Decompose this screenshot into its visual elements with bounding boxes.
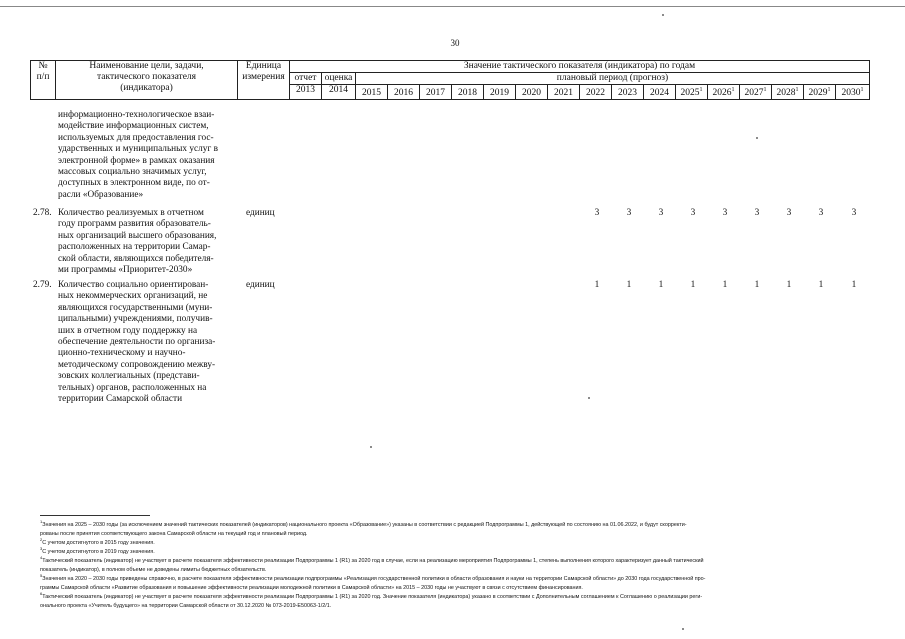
row-number: 2.79. bbox=[33, 280, 52, 290]
row-number: 2.78. bbox=[33, 208, 52, 218]
footnote-line: $^2$С учетом достигнутого в 2015 году значения. bbox=[40, 537, 155, 546]
text-line: ных некоммерческих организаций, не bbox=[58, 291, 208, 302]
text-line: Количество реализуемых в отчетном bbox=[58, 208, 204, 218]
footnote-line: $^1$Значения на 2025 – 2030 годы (за исключением значений тактических показателей (индикаторов) национального проекта «Образование») указаны в соответствии с редакцией Подпрограммы 1, действующей по состоянию на 01.06.2022, и будут скорректи- bbox=[40, 519, 687, 528]
value-cell: 1 bbox=[722, 280, 728, 290]
text-line: массовых социально значимых услуг, bbox=[58, 167, 207, 178]
text-line: тельных) органов, расположенных на bbox=[58, 382, 207, 393]
value-cell: 3 bbox=[690, 208, 696, 218]
year-header-cell: 2027$^1$ bbox=[740, 85, 772, 100]
scan-speck bbox=[756, 137, 758, 139]
footnotes bbox=[40, 519, 875, 609]
year-header-cell: 2030$^1$ bbox=[836, 85, 870, 100]
text-line: Количество социально ориентирован- bbox=[58, 280, 209, 290]
text-line: ционно-техническому и научно- bbox=[58, 348, 186, 359]
value-cell: 1 bbox=[851, 280, 857, 290]
header-report: отчет bbox=[290, 73, 322, 85]
value-cell: 1 bbox=[594, 280, 600, 290]
text-line: обеспечение деятельности по организа- bbox=[58, 337, 216, 348]
footnote-line: показатель (индикатор), в полном объеме не доведены лимиты бюджетных обязательств. bbox=[40, 566, 267, 573]
row-description bbox=[58, 208, 240, 276]
text-line: году программ развития образователь- bbox=[58, 219, 211, 230]
text-line: ципальными) учреждениями, получив- bbox=[58, 314, 213, 325]
text-line: ших в отчетном году поддержку на bbox=[58, 325, 198, 336]
value-cell: 3 bbox=[786, 208, 792, 218]
scan-speck bbox=[662, 14, 664, 16]
value-cell: 1 bbox=[786, 280, 792, 290]
text-line: ми программы «Приоритет-2030» bbox=[58, 265, 193, 276]
year-header-cell: 2015 bbox=[356, 85, 388, 100]
footnote-line: $^4$Тактический показатель (индикатор) не участвует в расчете показателя эффективности реализации Подпрограммы 1 (R1) за 2020 год в случае, если на реализацию мероприятия Подпрограммы 1, степень выполнения которого характеризует данный тактический bbox=[40, 555, 704, 564]
text-line: территории Самарской области bbox=[58, 394, 183, 405]
year-header-cell: 2025$^1$ bbox=[676, 85, 708, 100]
text-line: расли «Образование» bbox=[58, 189, 144, 200]
header-planned-period: плановый период (прогноз) bbox=[356, 73, 870, 85]
footnote-line: $^5$Значения на 2020 – 2030 годы приведены справочно, в расчете показателя эффективности реализации подпрограммы «Реализация государственной политики в области образования и науки на территории Самарской области» до 2030 года государственной про- bbox=[40, 573, 706, 582]
year-header-cell: 2023 bbox=[612, 85, 644, 100]
text-line: используемых для предоставления гос- bbox=[58, 132, 214, 143]
value-cell: 1 bbox=[658, 280, 664, 290]
row-description bbox=[58, 280, 240, 405]
year-header-cell: 2024 bbox=[644, 85, 676, 100]
value-cell: 1 bbox=[754, 280, 760, 290]
row-unit: единиц bbox=[246, 208, 275, 218]
text-line: ской области, являющихся победителя- bbox=[58, 253, 214, 264]
page-number: 30 bbox=[450, 38, 460, 48]
value-cell: 3 bbox=[594, 208, 600, 218]
text-line: методическому сопровождению межву- bbox=[58, 359, 216, 370]
value-cell: 1 bbox=[818, 280, 824, 290]
year-header-cell: 2019 bbox=[484, 85, 516, 100]
indicator-table-header bbox=[30, 60, 870, 100]
footnote-separator bbox=[40, 515, 150, 516]
header-col-number: № п/п bbox=[31, 61, 56, 100]
footnote-line: онального проекта «Учитель будущего» на территории Самарской области от 30.12.2020 № 073-2019-Е50063-1/2/1. bbox=[40, 602, 332, 609]
year-estimate: 2014 bbox=[322, 85, 356, 100]
year-header-cell: 2029$^1$ bbox=[804, 85, 836, 100]
footnote-line: рованы после принятия соответствующего закона Самарской области на текущий год и плановый период. bbox=[40, 530, 308, 537]
row-unit: единиц bbox=[246, 280, 275, 290]
page-top-border bbox=[0, 6, 905, 7]
header-estimate: оценка bbox=[322, 73, 356, 85]
value-cell: 3 bbox=[658, 208, 664, 218]
header-col-unit: Единица измерения bbox=[238, 61, 290, 100]
footnote-line: $^3$С учетом достигнутого в 2019 году значения. bbox=[40, 546, 155, 555]
text-line: зовских коллегиальных (представи- bbox=[58, 371, 200, 382]
footnote-line: $^6$Тактический показатель (индикатор) не участвует в расчете показателя эффективности реализации Подпрограммы 1 (R1) за 2020 год. Значение показателя (индикатора) указано в соответствии с Дополнительным соглашением к Соглашению о реализации реги- bbox=[40, 591, 703, 600]
year-header-cell: 2021 bbox=[548, 85, 580, 100]
text-line: ударственных и муниципальных услуг в bbox=[58, 144, 218, 155]
header-values-title: Значение тактического показателя (индикатора) по годам bbox=[290, 61, 870, 73]
year-header-cell: 2016 bbox=[388, 85, 420, 100]
value-cell: 1 bbox=[626, 280, 632, 290]
value-cell: 3 bbox=[851, 208, 857, 218]
value-cell: 3 bbox=[722, 208, 728, 218]
scan-speck bbox=[588, 397, 590, 399]
continuation-text bbox=[58, 110, 240, 201]
value-cell: 3 bbox=[818, 208, 824, 218]
value-cell: 3 bbox=[754, 208, 760, 218]
year-header-cell: 2022 bbox=[580, 85, 612, 100]
year-header-cell: 2028$^1$ bbox=[772, 85, 804, 100]
text-line: модействие информационных систем, bbox=[58, 121, 209, 132]
scan-speck bbox=[370, 446, 372, 448]
text-line: электронной форме» в рамках оказания bbox=[58, 155, 215, 166]
header-col-name: Наименование цели, задачи, тактического показателя (индикатора) bbox=[56, 61, 238, 100]
scan-speck bbox=[682, 628, 684, 630]
text-line: являющихся государственными (муни- bbox=[58, 302, 213, 313]
year-header-cell: 2017 bbox=[420, 85, 452, 100]
text-line: информационно-технологическое взаи- bbox=[58, 110, 215, 120]
value-cell: 1 bbox=[690, 280, 696, 290]
year-header-cell: 2020 bbox=[516, 85, 548, 100]
text-line: расположенных на территории Самар- bbox=[58, 242, 211, 253]
value-cell: 3 bbox=[626, 208, 632, 218]
year-header-cell: 2026$^1$ bbox=[708, 85, 740, 100]
text-line: ных организаций высшего образования, bbox=[58, 230, 217, 241]
year-header-cell: 2018 bbox=[452, 85, 484, 100]
text-line: доступных в электронном виде, по от- bbox=[58, 178, 210, 189]
year-report: 2013 bbox=[290, 85, 322, 100]
footnote-line: граммы Самарской области «Развитие образования и повышение эффективности реализации молодежной политики в Самарской области» на 2015 – 2030 годы не участвуют в связи с отсутствием финансирования. bbox=[40, 584, 583, 591]
